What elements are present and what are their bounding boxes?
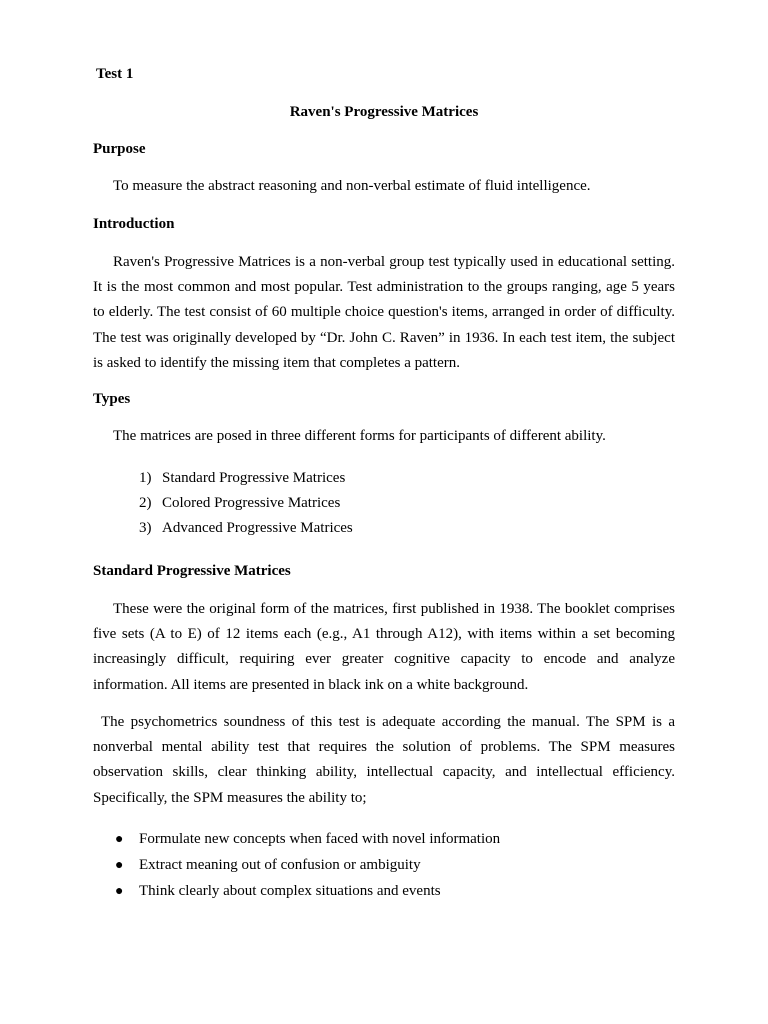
list-item-number: 2): [139, 495, 152, 511]
document-title: Raven's Progressive Matrices: [289, 104, 479, 120]
list-item-standard: Standard Progressive Matrices: [162, 470, 346, 486]
list-item-advanced: Advanced Progressive Matrices: [162, 520, 353, 536]
bullet-item: Formulate new concepts when faced with novel information: [139, 831, 501, 847]
list-item-number: 3): [139, 520, 152, 536]
types-text: The matrices are posed in three different forms for participants of different ability.: [113, 428, 606, 444]
bullet-item: Think clearly about complex situations and events: [139, 883, 441, 899]
spm-paragraph-2: The psychometrics soundness of this test is adequate according the manual. The SPM is a nonverbal mental ability test that requires the solution of problems. The SPM measures observation skills, clear thinking ability, intellectual capacity, and intellectual efficiency. Specifically, the SPM measures the ability to;: [93, 714, 675, 806]
spm-paragraph-1: These were the original form of the matrices, first published in 1938. The booklet comprises five sets (A to E) of 12 items each (e.g., A1 through A12), with items within a set becoming increasingly difficult, requiring ever greater cognitive capacity to encode and analyze information. All items are presented in black ink on a white background.: [93, 601, 675, 693]
introduction-paragraph: Raven's Progressive Matrices is a non-verbal group test typically used in educational setting. It is the most common and most popular. Test administration to the groups ranging, age 5 years to elderly. The test consist of 60 multiple choice question's items, arranged in order of difficulty. The test was originally developed by “Dr. John C. Raven” in 1936. In each test item, the subject is asked to identify the missing item that completes a pattern.: [93, 254, 675, 371]
bullet-icon: ●: [115, 858, 124, 873]
spm-heading: Standard Progressive Matrices: [93, 563, 291, 579]
purpose-heading: Purpose: [93, 141, 146, 157]
introduction-heading: Introduction: [93, 216, 175, 232]
bullet-icon: ●: [115, 832, 124, 847]
test-label: Test 1: [96, 66, 134, 82]
bullet-icon: ●: [115, 884, 124, 899]
types-heading: Types: [93, 391, 131, 407]
list-item-number: 1): [139, 470, 152, 486]
purpose-text: To measure the abstract reasoning and non-verbal estimate of fluid intelligence.: [113, 178, 591, 194]
list-item-colored: Colored Progressive Matrices: [162, 495, 341, 511]
bullet-item: Extract meaning out of confusion or ambiguity: [139, 857, 421, 873]
